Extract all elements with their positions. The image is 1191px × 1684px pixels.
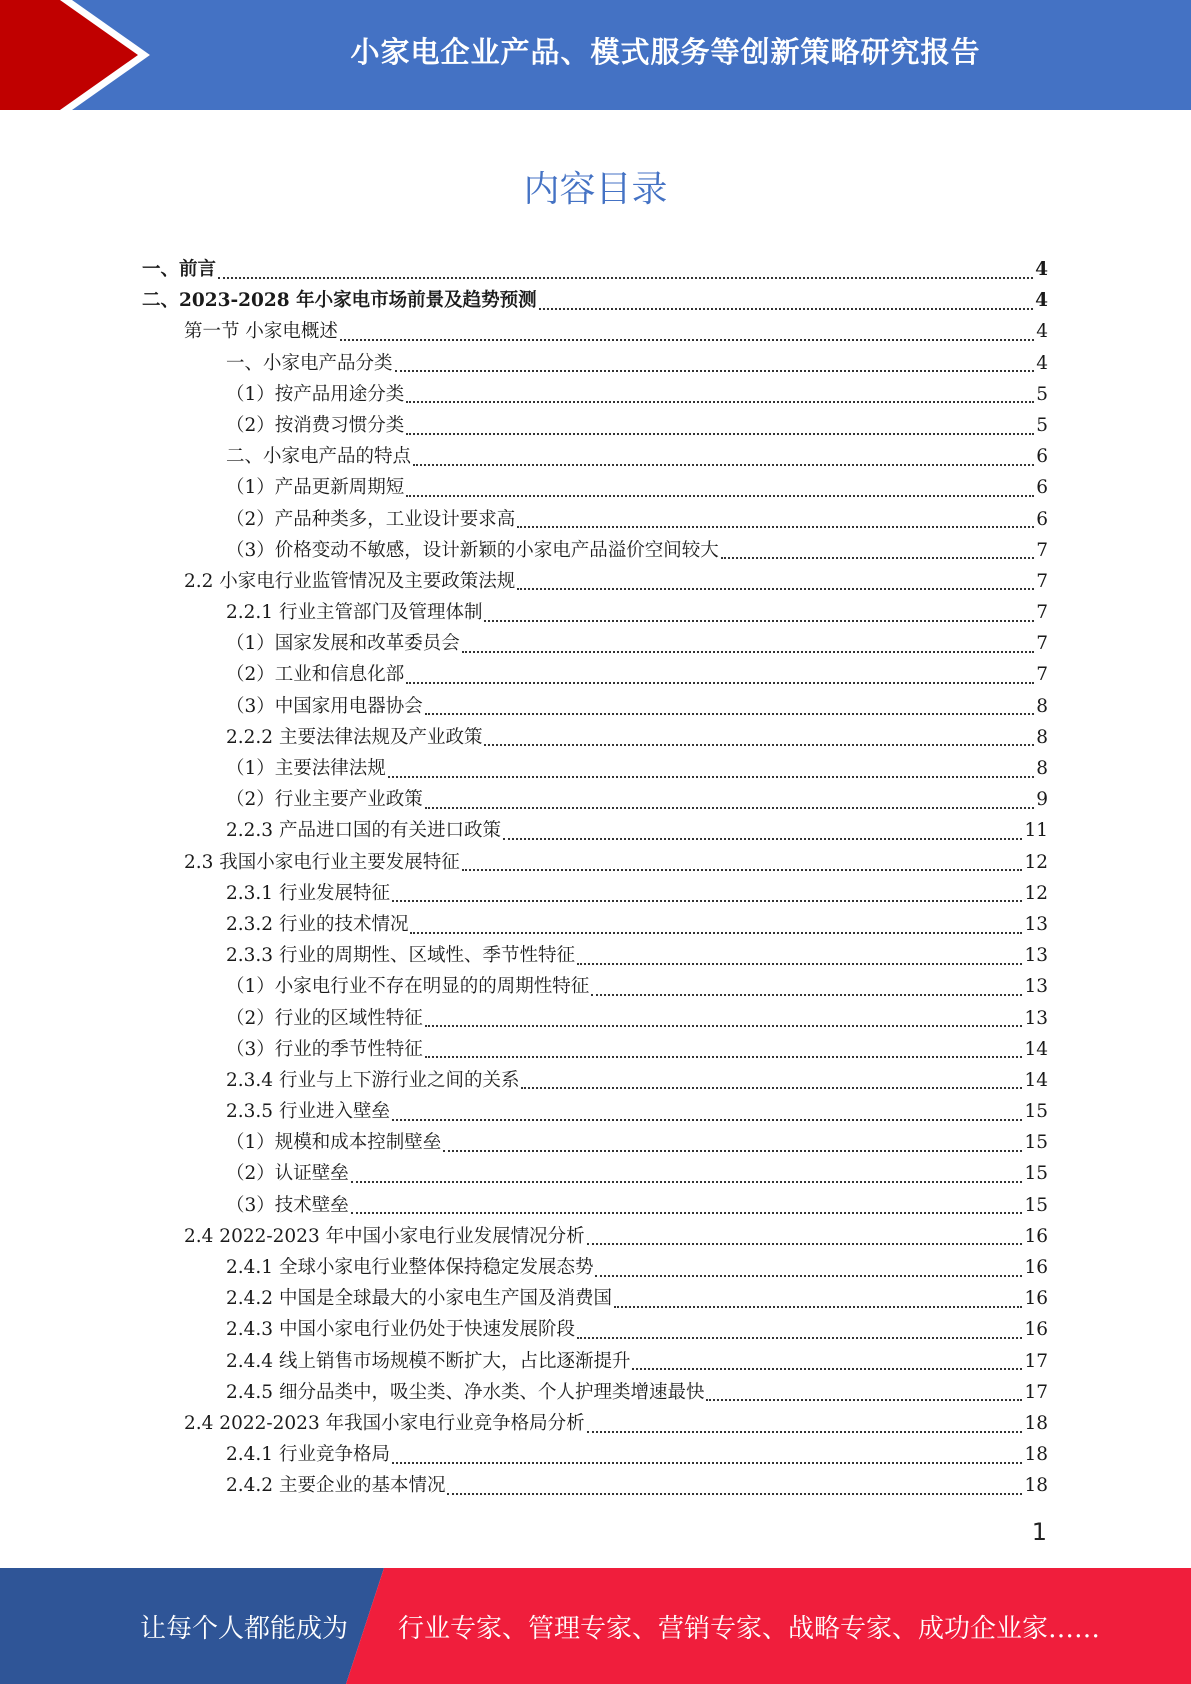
toc-entry-label: （1）主要法律法规	[226, 758, 386, 779]
toc-entry-page: 9	[1036, 789, 1048, 811]
toc-entry-label: 2.3.3 行业的周期性、区域性、季节性特征	[226, 945, 575, 967]
toc-entry-label: （1）国家发展和改革委员会	[226, 633, 460, 655]
table-of-contents	[142, 254, 1048, 1502]
toc-dot-leader	[406, 682, 1034, 684]
toc-entry-label: 2.4.1 全球小家电行业整体保持稳定发展态势	[226, 1257, 594, 1278]
toc-dot-leader	[517, 588, 1034, 590]
toc-entry[interactable]	[142, 1190, 1048, 1221]
toc-entry-page: 7	[1036, 570, 1048, 592]
toc-entry-page: 13	[1024, 945, 1048, 967]
toc-entry[interactable]	[142, 722, 1048, 753]
toc-dot-leader	[425, 807, 1034, 809]
toc-entry-page: 13	[1024, 913, 1048, 935]
toc-entry-label: （3）价格变动不敏感，设计新颖的小家电产品溢价空间较大	[226, 539, 719, 561]
toc-entry[interactable]	[142, 1252, 1048, 1283]
toc-entry[interactable]	[142, 971, 1048, 1002]
toc-entry-label: 一、前言	[142, 259, 217, 280]
toc-entry-page: 13	[1024, 1007, 1048, 1029]
toc-dot-leader	[388, 776, 1034, 778]
toc-entry-page: 8	[1036, 758, 1048, 779]
toc-entry-label: 2.2 小家电行业监管情况及主要政策法规	[184, 570, 516, 592]
toc-entry[interactable]	[142, 504, 1048, 535]
toc-entry[interactable]	[142, 1034, 1048, 1065]
toc-dot-leader	[443, 1150, 1022, 1152]
footer-slogan-left: 让每个人都能成为	[140, 1613, 349, 1644]
toc-dot-leader	[521, 1087, 1022, 1089]
toc-entry-label: 2.3.5 行业进入壁垒	[226, 1101, 390, 1123]
toc-heading: 内容目录	[523, 169, 668, 210]
toc-entry[interactable]	[142, 628, 1048, 659]
toc-entry-page: 18	[1024, 1412, 1048, 1434]
toc-entry-label: 二、2023-2028 年小家电市场前景及趋势预测	[142, 290, 537, 312]
toc-dot-leader	[721, 557, 1034, 559]
toc-entry-page: 5	[1036, 414, 1048, 436]
toc-dot-leader	[632, 1368, 1022, 1370]
toc-entry-page: 18	[1024, 1475, 1048, 1497]
toc-entry-page: 16	[1024, 1319, 1048, 1341]
page-header	[0, 0, 1191, 110]
toc-entry-page: 15	[1024, 1163, 1048, 1185]
toc-entry-page: 17	[1024, 1350, 1048, 1372]
toc-entry[interactable]	[142, 379, 1048, 410]
toc-dot-leader	[447, 1493, 1022, 1495]
toc-entry-page: 14	[1024, 1038, 1048, 1060]
toc-entry[interactable]	[142, 1346, 1048, 1377]
report-title: 小家电企业产品、模式服务等创新策略研究报告	[350, 34, 981, 69]
toc-entry[interactable]	[142, 316, 1048, 347]
toc-entry[interactable]	[142, 1127, 1048, 1158]
toc-entry-page: 7	[1036, 539, 1048, 561]
toc-entry-page: 15	[1024, 1101, 1048, 1123]
toc-entry[interactable]	[142, 691, 1048, 722]
toc-entry-label: 2.4.5 细分品类中，吸尘类、净水类、个人护理类增速最快	[226, 1381, 705, 1403]
toc-entry-label: 2.4 2022-2023 年中国小家电行业发展情况分析	[184, 1225, 585, 1247]
toc-entry-label: （2）行业的区域性特征	[226, 1007, 423, 1029]
toc-dot-leader	[484, 620, 1034, 622]
toc-dot-leader	[517, 526, 1034, 528]
toc-entry[interactable]	[142, 659, 1048, 690]
toc-entry-label: 2.3.4 行业与上下游行业之间的关系	[226, 1069, 520, 1091]
toc-entry[interactable]	[142, 909, 1048, 940]
toc-dot-leader	[351, 1181, 1023, 1183]
toc-dot-leader	[614, 1306, 1022, 1308]
toc-entry-page: 16	[1024, 1225, 1048, 1247]
toc-entry-page: 4	[1036, 352, 1048, 374]
toc-entry[interactable]	[142, 1470, 1048, 1501]
toc-entry-label: 2.4.1 行业竞争格局	[226, 1444, 390, 1466]
toc-dot-leader	[587, 1431, 1023, 1433]
toc-entry-label: 一、小家电产品分类	[226, 352, 393, 374]
toc-entry[interactable]	[142, 441, 1048, 472]
toc-entry[interactable]	[142, 815, 1048, 846]
toc-entry-page: 7	[1036, 664, 1048, 686]
toc-entry-label: 2.3 我国小家电行业主要发展特征	[184, 851, 460, 873]
toc-dot-leader	[462, 869, 1023, 871]
toc-dot-leader	[462, 651, 1034, 653]
toc-entry-label: （3）技术壁垒	[226, 1194, 349, 1216]
toc-entry[interactable]	[142, 254, 1048, 285]
toc-dot-leader	[413, 464, 1034, 466]
toc-entry-label: 第一节 小家电概述	[184, 321, 338, 343]
toc-entry-page: 17	[1024, 1381, 1048, 1403]
toc-dot-leader	[484, 744, 1034, 746]
toc-entry[interactable]	[142, 1065, 1048, 1096]
toc-dot-leader	[503, 838, 1022, 840]
toc-entry-label: 2.2.3 产品进口国的有关进口政策	[226, 820, 501, 842]
toc-entry[interactable]	[142, 753, 1048, 784]
toc-entry[interactable]	[142, 1158, 1048, 1189]
toc-dot-leader	[706, 1399, 1022, 1401]
toc-entry[interactable]	[142, 410, 1048, 441]
toc-entry-label: 2.4.2 主要企业的基本情况	[226, 1475, 446, 1497]
toc-entry-label: 2.2.2 主要法律法规及产业政策	[226, 726, 483, 748]
toc-entry-page: 14	[1024, 1069, 1048, 1091]
toc-entry[interactable]	[142, 1377, 1048, 1408]
toc-dot-leader	[425, 1025, 1023, 1027]
toc-entry[interactable]	[142, 940, 1048, 971]
toc-entry-page: 11	[1024, 820, 1048, 842]
toc-entry-page: 15	[1024, 1132, 1048, 1154]
toc-dot-leader	[591, 994, 1022, 996]
toc-entry-label: 2.3.1 行业发展特征	[226, 882, 390, 904]
toc-entry[interactable]	[142, 1283, 1048, 1314]
toc-dot-leader	[595, 1275, 1022, 1277]
page-footer	[0, 1568, 1191, 1684]
toc-entry-label: （2）工业和信息化部	[226, 664, 405, 686]
toc-entry-page: 12	[1024, 851, 1048, 873]
header-red-arrow	[0, 0, 150, 110]
toc-entry-page: 15	[1024, 1194, 1048, 1216]
footer-slogan-right: 行业专家、管理专家、营销专家、战略专家、成功企业家……	[398, 1613, 1101, 1644]
toc-dot-leader	[587, 1243, 1023, 1245]
toc-entry[interactable]	[142, 847, 1048, 878]
toc-entry[interactable]	[142, 1408, 1048, 1439]
toc-dot-leader	[425, 1056, 1023, 1058]
toc-entry-page: 4	[1035, 290, 1048, 312]
toc-entry-label: 2.4.3 中国小家电行业仍处于快速发展阶段	[226, 1319, 575, 1341]
toc-entry[interactable]	[142, 566, 1048, 597]
toc-entry[interactable]	[142, 1003, 1048, 1034]
page-number: 1	[1031, 1518, 1047, 1546]
toc-entry[interactable]	[142, 1314, 1048, 1345]
toc-entry-page: 4	[1036, 321, 1048, 343]
toc-entry-page: 12	[1024, 882, 1048, 904]
toc-dot-leader	[577, 1337, 1022, 1339]
toc-dot-leader	[406, 495, 1034, 497]
toc-entry-page: 5	[1036, 383, 1048, 405]
toc-entry[interactable]	[142, 1096, 1048, 1127]
toc-entry[interactable]	[142, 472, 1048, 503]
toc-entry-label: 二、小家电产品的特点	[226, 446, 412, 468]
toc-entry[interactable]	[142, 597, 1048, 628]
toc-dot-leader	[218, 277, 1033, 279]
toc-entry-page: 6	[1036, 446, 1048, 468]
toc-dot-leader	[392, 1462, 1022, 1464]
toc-dot-leader	[351, 1212, 1023, 1214]
toc-entry[interactable]	[142, 878, 1048, 909]
toc-entry[interactable]	[142, 1439, 1048, 1470]
toc-entry-page: 6	[1036, 508, 1048, 530]
toc-dot-leader	[406, 433, 1034, 435]
toc-entry-page: 6	[1036, 477, 1048, 499]
toc-entry[interactable]	[142, 348, 1048, 379]
toc-entry-label: 2.4.4 线上销售市场规模不断扩大，占比逐渐提升	[226, 1350, 631, 1372]
toc-entry-page: 7	[1036, 602, 1048, 624]
toc-entry-page: 8	[1036, 726, 1048, 748]
toc-dot-leader	[406, 401, 1034, 403]
toc-entry-label: （1）规模和成本控制壁垒	[226, 1132, 442, 1154]
toc-dot-leader	[539, 308, 1034, 310]
toc-entry-label: 2.3.2 行业的技术情况	[226, 913, 409, 935]
toc-entry-page: 7	[1036, 633, 1048, 655]
toc-entry[interactable]	[142, 535, 1048, 566]
toc-dot-leader	[340, 339, 1034, 341]
toc-entry-page: 18	[1024, 1444, 1048, 1466]
toc-entry[interactable]	[142, 784, 1048, 815]
toc-dot-leader	[392, 1119, 1022, 1121]
toc-entry-label: （2）按消费习惯分类	[226, 414, 405, 436]
toc-entry-page: 8	[1036, 695, 1048, 717]
toc-entry-page: 16	[1024, 1257, 1048, 1278]
toc-entry-page: 16	[1024, 1288, 1048, 1310]
toc-entry-label: （2）认证壁垒	[226, 1163, 349, 1185]
toc-entry-label: （1）产品更新周期短	[226, 477, 405, 499]
toc-entry-label: 2.2.1 行业主管部门及管理体制	[226, 602, 483, 624]
toc-entry-label: （2）产品种类多，工业设计要求高	[226, 508, 516, 530]
toc-entry-label: （1）小家电行业不存在明显的的周期性特征	[226, 976, 590, 998]
toc-dot-leader	[425, 713, 1034, 715]
toc-entry-page: 4	[1035, 259, 1048, 280]
toc-entry-page: 13	[1024, 976, 1048, 998]
toc-entry-label: 2.4 2022-2023 年我国小家电行业竞争格局分析	[184, 1412, 585, 1434]
toc-entry[interactable]	[142, 1221, 1048, 1252]
toc-entry-label: （1）按产品用途分类	[226, 383, 405, 405]
toc-dot-leader	[577, 963, 1022, 965]
toc-dot-leader	[395, 370, 1035, 372]
toc-dot-leader	[392, 900, 1022, 902]
toc-entry-label: （2）行业主要产业政策	[226, 789, 423, 811]
toc-entry-label: （3）中国家用电器协会	[226, 695, 423, 717]
toc-dot-leader	[410, 932, 1022, 934]
toc-entry-label: 2.4.2 中国是全球最大的小家电生产国及消费国	[226, 1288, 612, 1310]
toc-entry-label: （3）行业的季节性特征	[226, 1038, 423, 1060]
toc-entry[interactable]	[142, 285, 1048, 316]
